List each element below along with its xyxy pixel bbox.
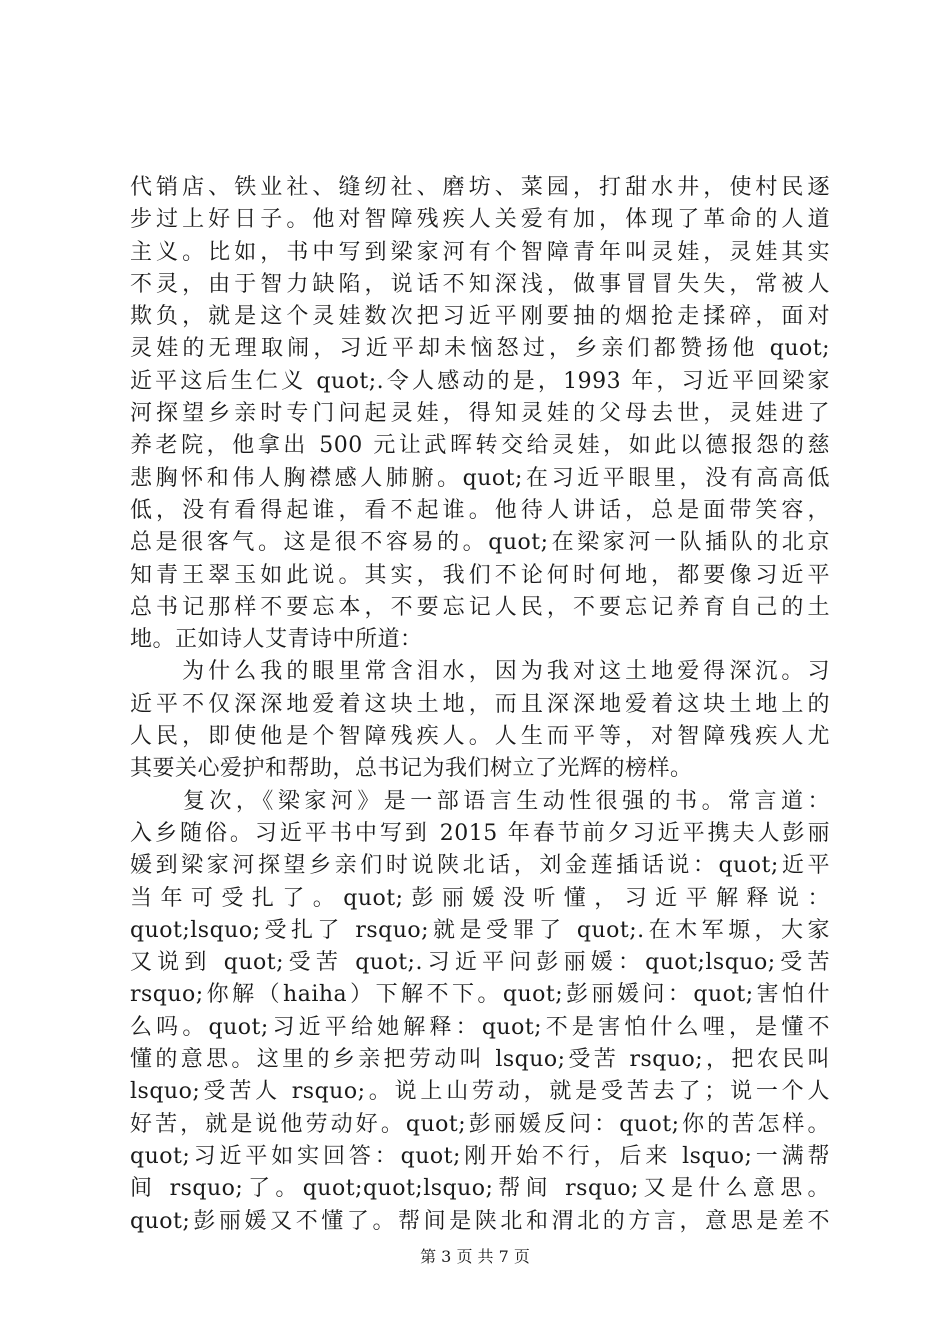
text-line: lsquo;受苦人 rsquo;。说上山劳动，就是受苦去了；说一个人 <box>130 1079 830 1105</box>
text-line: 懂的意思。这里的乡亲把劳动叫 lsquo;受苦 rsquo;，把农民叫 <box>130 1047 830 1073</box>
text-line: 么吗。quot;习近平给她解释：quot;不是害怕什么哩，是懂不 <box>130 1014 830 1040</box>
text-line: 地。正如诗人艾青诗中所道： <box>130 627 423 653</box>
text-line: 总是很客气。这是很不容易的。quot;在梁家河一队插队的北京 <box>130 530 830 556</box>
text-line: 低，没有看得起谁，看不起谁。他待人讲话，总是面带笑容， <box>130 497 830 523</box>
text-line: 复次，《梁家河》是一部语言生动性很强的书。常言道： <box>130 788 830 814</box>
page-footer: 第 3 页 共 7 页 <box>420 1247 530 1266</box>
document-body <box>130 172 830 1238</box>
text-line: 入乡随俗。习近平书中写到 2015 年春节前夕习近平携夫人彭丽 <box>130 820 830 846</box>
text-line: 代销店、铁业社、缝纫社、磨坊、菜园，打甜水井，使村民逐 <box>130 175 830 200</box>
text-line: 知青王翠玉如此说。其实，我们不论何时何地，都要像习近平 <box>130 562 830 588</box>
text-line: 不灵，由于智力缺陷，说话不知深浅，做事冒冒失失，常被人 <box>130 271 830 297</box>
text-line: 间 rsquo;了。quot;quot;lsquo;帮间 rsquo;又是什么意思。 <box>130 1176 830 1202</box>
text-line: quot;彭丽媛又不懂了。帮间是陕北和渭北的方言，意思是差不 <box>130 1208 830 1234</box>
text-line: 当年可受扎了。quot;彭丽媛没听懂，习近平解释说： <box>130 885 830 911</box>
text-line: 悲胸怀和伟人胸襟感人肺腑。quot;在习近平眼里，没有高高低 <box>130 465 830 491</box>
text-line: rsquo;你解（haiha）下解不下。quot;彭丽媛问：quot;害怕什 <box>130 982 830 1008</box>
text-line: 总书记那样不要忘本，不要忘记人民，不要忘记养育自己的土 <box>130 594 830 620</box>
text-line: 灵娃的无理取闹，习近平却未恼怒过，乡亲们都赞扬他 quot; <box>130 336 830 362</box>
text-line: quot;习近平如实回答：quot;刚开始不行，后来 lsquo;一满帮 <box>130 1143 830 1169</box>
text-line: 主义。比如，书中写到梁家河有个智障青年叫灵娃，灵娃其实 <box>130 239 830 265</box>
text-line: 人民，即使他是个智障残疾人。人生而平等，对智障残疾人尤 <box>130 724 830 750</box>
text-line: 近平这后生仁义 quot;.令人感动的是，1993 年，习近平回梁家 <box>130 368 830 394</box>
text-line: 其要关心爱护和帮助，总书记为我们树立了光辉的榜样。 <box>130 756 693 782</box>
text-line: 媛到梁家河探望乡亲们时说陕北话，刘金莲插话说：quot;近平 <box>130 853 830 879</box>
text-line: quot;lsquo;受扎了 rsquo;就是受罪了 quot;.在木军塬，大家 <box>130 917 830 943</box>
text-line: 好苦，就是说他劳动好。quot;彭丽媛反问：quot;你的苦怎样。 <box>130 1111 830 1137</box>
text-line: 近平不仅深深地爱着这块土地，而且深深地爱着这块土地上的 <box>130 691 830 717</box>
text-line: 欺负，就是这个灵娃数次把习近平刚要抽的烟抢走揉碎，面对 <box>130 304 830 330</box>
text-line: 养老院，他拿出 500 元让武晖转交给灵娃，如此以德报怨的慈 <box>130 433 830 459</box>
text-line: 步过上好日子。他对智障残疾人关爱有加，体现了革命的人道 <box>130 207 830 233</box>
text-line: 又说到 quot;受苦 quot;.习近平问彭丽媛：quot;lsquo;受苦 <box>130 950 830 976</box>
text-line: 河探望乡亲时专门问起灵娃，得知灵娃的父母去世，灵娃进了 <box>130 401 830 427</box>
text-line: 为什么我的眼里常含泪水，因为我对这土地爱得深沉。习 <box>130 659 830 685</box>
